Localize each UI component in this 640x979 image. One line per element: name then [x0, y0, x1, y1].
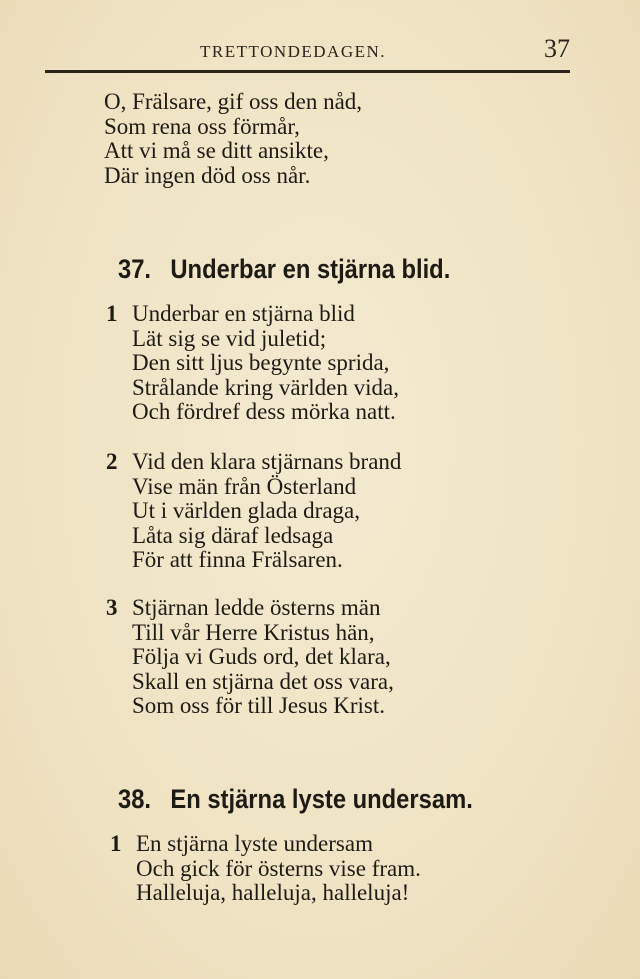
- verse-line: Där ingen död oss når.: [104, 162, 311, 188]
- hymn-37-title: [118, 254, 450, 285]
- verse-line: Och fördref dess mörka natt.: [132, 399, 396, 424]
- header-rule: [45, 70, 570, 73]
- verse-number: 1: [110, 831, 122, 856]
- verse-line: Lät sig se vid juletid;: [132, 325, 327, 351]
- verse-line: Ut i världen glada draga,: [132, 498, 360, 523]
- verse-number: 2: [106, 449, 118, 474]
- verse-line: En stjärna lyste undersam: [136, 831, 373, 856]
- verse-number: 3: [106, 595, 118, 620]
- hymn-37-verse-3: [106, 595, 394, 719]
- verse-line: Som oss för till Jesus Krist.: [132, 693, 386, 718]
- verse-line: Följa vi Guds ord, det klara,: [132, 644, 391, 669]
- verse-line: Låta sig däraf ledsaga: [132, 522, 334, 548]
- verse-line: Strålande kring världen vida,: [132, 374, 399, 400]
- hymn-37-verse-2: [106, 449, 402, 573]
- verse-line: Stjärnan ledde österns män: [132, 595, 381, 620]
- running-head: TRETTONDEDAGEN.: [200, 42, 387, 61]
- verse-line: Halleluja, halleluja, halleluja!: [136, 880, 410, 905]
- hymn-number: 37.: [118, 254, 152, 284]
- verse-line: Vid den klara stjärnans brand: [132, 449, 402, 474]
- continued-verse: [104, 90, 362, 188]
- page-number: 37: [544, 34, 570, 63]
- verse-line: O, Frälsare, gif oss den nåd,: [104, 89, 363, 114]
- verse-number: 1: [106, 301, 118, 326]
- hymn-title-text: Underbar en stjärna blid.: [170, 254, 451, 284]
- hymn-38-title: [118, 784, 473, 815]
- verse-line: Underbar en stjärna blid: [132, 301, 355, 326]
- verse-line: Den sitt ljus begynte sprida,: [132, 350, 390, 375]
- verse-line: Vise män från Österland: [132, 473, 357, 499]
- hymn-number: 38.: [118, 784, 152, 814]
- verse-line: Att vi må se ditt ansikte,: [104, 138, 329, 163]
- verse-line: Och gick för österns vise fram.: [136, 855, 421, 881]
- hymn-37-verse-1: [106, 301, 399, 425]
- verse-line: Skall en stjärna det oss vara,: [132, 668, 394, 694]
- hymn-title-text: En stjärna lyste undersam.: [170, 784, 473, 814]
- verse-line: Som rena oss förmår,: [104, 113, 300, 139]
- hymn-38-verse-1: [110, 831, 421, 906]
- verse-line: För att finna Frälsaren.: [132, 547, 343, 572]
- verse-line: Till vår Herre Kristus hän,: [132, 619, 375, 645]
